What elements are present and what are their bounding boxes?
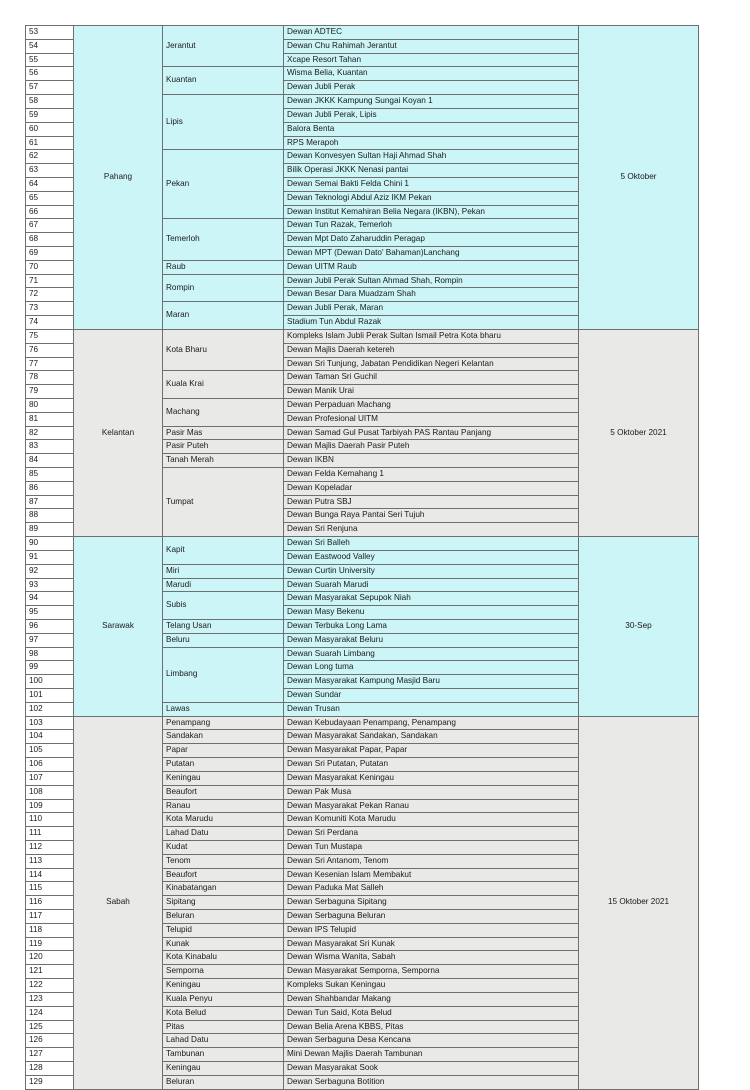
cell-venue[interactable]: Dewan Shahbandar Makang <box>284 992 579 1006</box>
cell-district[interactable]: Kuantan <box>163 67 284 95</box>
cell-venue[interactable]: Dewan JKKK Kampung Sungai Koyan 1 <box>284 95 579 109</box>
cell-number[interactable]: 90 <box>26 537 74 551</box>
cell-date[interactable]: 15 Oktober 2021 <box>579 716 699 1089</box>
cell-venue[interactable]: Dewan Chu Rahimah Jerantut <box>284 39 579 53</box>
cell-number[interactable]: 85 <box>26 468 74 482</box>
cell-state[interactable]: Sarawak <box>74 537 163 717</box>
cell-number[interactable]: 109 <box>26 799 74 813</box>
cell-number[interactable]: 118 <box>26 923 74 937</box>
cell-venue[interactable]: Dewan Masyarakat Kampung Masjid Baru <box>284 675 579 689</box>
cell-venue[interactable]: Dewan IPS Telupid <box>284 923 579 937</box>
cell-district[interactable]: Pasir Puteh <box>163 440 284 454</box>
cell-venue[interactable]: Dewan Wisma Wanita, Sabah <box>284 951 579 965</box>
cell-district[interactable]: Beaufort <box>163 868 284 882</box>
table-row <box>26 537 699 551</box>
cell-venue[interactable]: Dewan Putra SBJ <box>284 495 579 509</box>
cell-number[interactable]: 83 <box>26 440 74 454</box>
cell-district[interactable]: Marudi <box>163 578 284 592</box>
cell-district[interactable]: Rompin <box>163 274 284 302</box>
cell-number[interactable]: 55 <box>26 53 74 67</box>
cell-venue[interactable]: Dewan Kesenian Islam Membakut <box>284 868 579 882</box>
cell-number[interactable]: 121 <box>26 965 74 979</box>
cell-number[interactable]: 127 <box>26 1048 74 1062</box>
cell-district[interactable]: Beluran <box>163 1075 284 1089</box>
cell-venue[interactable]: Dewan Serbaguna Beluran <box>284 910 579 924</box>
cell-venue[interactable]: Dewan Sri Renjuna <box>284 523 579 537</box>
cell-venue[interactable]: Dewan Masyarakat Pekan Ranau <box>284 799 579 813</box>
cell-date[interactable]: 5 Oktober <box>579 26 699 330</box>
cell-venue[interactable]: Dewan Perpaduan Machang <box>284 398 579 412</box>
cell-venue[interactable]: Wisma Belia, Kuantan <box>284 67 579 81</box>
cell-district[interactable]: Putatan <box>163 758 284 772</box>
cell-number[interactable]: 74 <box>26 316 74 330</box>
table-row <box>26 26 699 40</box>
cell-number[interactable]: 103 <box>26 716 74 730</box>
cell-venue[interactable]: Dewan Sri Tunjung, Jabatan Pendidikan Negeri Kelantan <box>284 357 579 371</box>
cell-venue[interactable]: Bilik Operasi JKKK Nenasi pantai <box>284 164 579 178</box>
cell-number[interactable]: 106 <box>26 758 74 772</box>
cell-district[interactable]: Papar <box>163 744 284 758</box>
cell-venue[interactable]: Dewan Trusan <box>284 702 579 716</box>
cell-venue[interactable]: Dewan Majlis Daerah Pasir Puteh <box>284 440 579 454</box>
table-row <box>26 716 699 730</box>
cell-district[interactable]: Machang <box>163 398 284 426</box>
cell-district[interactable]: Limbang <box>163 647 284 702</box>
cell-number[interactable]: 82 <box>26 426 74 440</box>
cell-number[interactable]: 66 <box>26 205 74 219</box>
cell-district[interactable]: Beaufort <box>163 785 284 799</box>
cell-venue[interactable]: Dewan Besar Dara Muadzam Shah <box>284 288 579 302</box>
cell-district[interactable]: Temerloh <box>163 219 284 260</box>
cell-number[interactable]: 73 <box>26 302 74 316</box>
cell-venue[interactable]: Dewan Jubli Perak <box>284 81 579 95</box>
cell-number[interactable]: 63 <box>26 164 74 178</box>
cell-number[interactable]: 57 <box>26 81 74 95</box>
cell-venue[interactable]: Dewan Tun Said, Kota Belud <box>284 1006 579 1020</box>
cell-venue[interactable]: Dewan Jubli Perak Sultan Ahmad Shah, Rompin <box>284 274 579 288</box>
cell-venue[interactable]: Dewan Paduka Mat Salleh <box>284 882 579 896</box>
cell-district[interactable]: Keningau <box>163 1061 284 1075</box>
cell-venue[interactable]: Dewan Felda Kemahang 1 <box>284 468 579 482</box>
cell-number[interactable]: 77 <box>26 357 74 371</box>
cell-venue[interactable]: Dewan Masyarakat Sri Kunak <box>284 937 579 951</box>
cell-venue[interactable]: Balora Benta <box>284 122 579 136</box>
cell-district[interactable]: Subis <box>163 592 284 620</box>
cell-venue[interactable]: Kompleks Sukan Keningau <box>284 979 579 993</box>
cell-venue[interactable]: Mini Dewan Majlis Daerah Tambunan <box>284 1048 579 1062</box>
cell-number[interactable]: 105 <box>26 744 74 758</box>
cell-district[interactable]: Miri <box>163 564 284 578</box>
cell-venue[interactable]: Dewan Pak Musa <box>284 785 579 799</box>
cell-number[interactable]: 80 <box>26 398 74 412</box>
cell-venue[interactable]: Dewan Sri Antanom, Tenom <box>284 854 579 868</box>
cell-district[interactable]: Penampang <box>163 716 284 730</box>
cell-number[interactable]: 96 <box>26 619 74 633</box>
cell-number[interactable]: 107 <box>26 771 74 785</box>
cell-venue[interactable]: Dewan Masyarakat Papar, Papar <box>284 744 579 758</box>
cell-state[interactable]: Pahang <box>74 26 163 330</box>
cell-number[interactable]: 98 <box>26 647 74 661</box>
cell-venue[interactable]: Dewan Tun Razak, Temerloh <box>284 219 579 233</box>
cell-district[interactable]: Sipitang <box>163 896 284 910</box>
cell-district[interactable]: Telupid <box>163 923 284 937</box>
cell-number[interactable]: 97 <box>26 633 74 647</box>
cell-district[interactable]: Pekan <box>163 150 284 219</box>
cell-venue[interactable]: Dewan MPT (Dewan Dato' Bahaman)Lanchang <box>284 247 579 261</box>
cell-district[interactable]: Ranau <box>163 799 284 813</box>
cell-number[interactable]: 59 <box>26 108 74 122</box>
cell-number[interactable]: 93 <box>26 578 74 592</box>
cell-venue[interactable]: Dewan Institut Kemahiran Belia Negara (IKBN), Pekan <box>284 205 579 219</box>
cell-venue[interactable]: Dewan Eastwood Valley <box>284 550 579 564</box>
cell-number[interactable]: 89 <box>26 523 74 537</box>
cell-number[interactable]: 123 <box>26 992 74 1006</box>
cell-venue[interactable]: Kompleks Islam Jubli Perak Sultan Ismail Petra Kota bharu <box>284 329 579 343</box>
cell-number[interactable]: 114 <box>26 868 74 882</box>
cell-venue[interactable]: Dewan Suarah Limbang <box>284 647 579 661</box>
cell-number[interactable]: 104 <box>26 730 74 744</box>
cell-district[interactable]: Lipis <box>163 95 284 150</box>
cell-number[interactable]: 76 <box>26 343 74 357</box>
cell-venue[interactable]: Dewan Masy Bekenu <box>284 606 579 620</box>
cell-number[interactable]: 72 <box>26 288 74 302</box>
cell-venue[interactable]: Dewan Serbaguna Botition <box>284 1075 579 1089</box>
cell-venue[interactable]: Dewan Komuniti Kota Marudu <box>284 813 579 827</box>
cell-venue[interactable]: Dewan Profesional UITM <box>284 412 579 426</box>
cell-venue[interactable]: Dewan Konvesyen Sultan Haji Ahmad Shah <box>284 150 579 164</box>
cell-number[interactable]: 100 <box>26 675 74 689</box>
cell-district[interactable]: Tumpat <box>163 468 284 537</box>
cell-district[interactable]: Tanah Merah <box>163 454 284 468</box>
cell-venue[interactable]: RPS Merapoh <box>284 136 579 150</box>
cell-venue[interactable]: Dewan Sri Putatan, Putatan <box>284 758 579 772</box>
cell-district[interactable]: Tambunan <box>163 1048 284 1062</box>
cell-number[interactable]: 75 <box>26 329 74 343</box>
cell-number[interactable]: 81 <box>26 412 74 426</box>
cell-district[interactable]: Jerantut <box>163 26 284 67</box>
cell-district[interactable]: Beluru <box>163 633 284 647</box>
cell-venue[interactable]: Dewan Suarah Marudi <box>284 578 579 592</box>
cell-venue[interactable]: Dewan ADTEC <box>284 26 579 40</box>
cell-venue[interactable]: Stadium Tun Abdul Razak <box>284 316 579 330</box>
cell-date[interactable]: 30-Sep <box>579 537 699 717</box>
cell-venue[interactable]: Dewan Masyarakat Keningau <box>284 771 579 785</box>
table-row <box>26 329 699 343</box>
cell-venue[interactable]: Dewan Manik Urai <box>284 385 579 399</box>
cell-district[interactable]: Raub <box>163 260 284 274</box>
cell-venue[interactable]: Dewan Serbaguna Sipitang <box>284 896 579 910</box>
cell-venue[interactable]: Dewan Kebudayaan Penampang, Penampang <box>284 716 579 730</box>
cell-venue[interactable]: Dewan Belia Arena KBBS, Pitas <box>284 1020 579 1034</box>
cell-number[interactable]: 112 <box>26 840 74 854</box>
cell-state[interactable]: Kelantan <box>74 329 163 536</box>
cell-venue[interactable]: Dewan Bunga Raya Pantai Seri Tujuh <box>284 509 579 523</box>
cell-number[interactable]: 79 <box>26 385 74 399</box>
cell-venue[interactable]: Dewan Masyarakat Sandakan, Sandakan <box>284 730 579 744</box>
cell-number[interactable]: 110 <box>26 813 74 827</box>
cell-district[interactable]: Tenom <box>163 854 284 868</box>
cell-venue[interactable]: Dewan Jubli Perak, Maran <box>284 302 579 316</box>
cell-number[interactable]: 128 <box>26 1061 74 1075</box>
cell-venue[interactable]: Dewan Long tuma <box>284 661 579 675</box>
cell-district[interactable]: Pitas <box>163 1020 284 1034</box>
cell-district[interactable]: Kota Kinabalu <box>163 951 284 965</box>
cell-district[interactable]: Kinabatangan <box>163 882 284 896</box>
table-body <box>26 26 699 1090</box>
cell-number[interactable]: 94 <box>26 592 74 606</box>
cell-number[interactable]: 124 <box>26 1006 74 1020</box>
cell-number[interactable]: 117 <box>26 910 74 924</box>
cell-district[interactable]: Kota Bharu <box>163 329 284 370</box>
cell-district[interactable]: Keningau <box>163 979 284 993</box>
cell-number[interactable]: 87 <box>26 495 74 509</box>
cell-district[interactable]: Lahad Datu <box>163 827 284 841</box>
cell-district[interactable]: Kuala Penyu <box>163 992 284 1006</box>
cell-number[interactable]: 53 <box>26 26 74 40</box>
cell-number[interactable]: 68 <box>26 233 74 247</box>
cell-number[interactable]: 78 <box>26 371 74 385</box>
cell-district[interactable]: Kunak <box>163 937 284 951</box>
cell-district[interactable]: Lahad Datu <box>163 1034 284 1048</box>
cell-venue[interactable]: Dewan Sri Balleh <box>284 537 579 551</box>
cell-district[interactable]: Lawas <box>163 702 284 716</box>
cell-number[interactable]: 113 <box>26 854 74 868</box>
cell-number[interactable]: 92 <box>26 564 74 578</box>
cell-venue[interactable]: Dewan Masyarakat Semporna, Semporna <box>284 965 579 979</box>
cell-district[interactable]: Kuala Krai <box>163 371 284 399</box>
cell-number[interactable]: 58 <box>26 95 74 109</box>
cell-number[interactable]: 70 <box>26 260 74 274</box>
cell-venue[interactable]: Dewan Masyarakat Sook <box>284 1061 579 1075</box>
cell-venue[interactable]: Dewan Curtin University <box>284 564 579 578</box>
cell-number[interactable]: 65 <box>26 191 74 205</box>
cell-number[interactable]: 64 <box>26 177 74 191</box>
cell-district[interactable]: Maran <box>163 302 284 330</box>
cell-venue[interactable]: Dewan UITM Raub <box>284 260 579 274</box>
cell-number[interactable]: 101 <box>26 689 74 703</box>
cell-venue[interactable]: Dewan Sri Perdana <box>284 827 579 841</box>
cell-venue[interactable]: Dewan Sundar <box>284 689 579 703</box>
cell-number[interactable]: 125 <box>26 1020 74 1034</box>
cell-number[interactable]: 60 <box>26 122 74 136</box>
cell-number[interactable]: 69 <box>26 247 74 261</box>
cell-number[interactable]: 102 <box>26 702 74 716</box>
cell-venue[interactable]: Dewan Semai Bakti Felda Chini 1 <box>284 177 579 191</box>
cell-number[interactable]: 108 <box>26 785 74 799</box>
cell-number[interactable]: 71 <box>26 274 74 288</box>
cell-district[interactable]: Telang Usan <box>163 619 284 633</box>
cell-venue[interactable]: Dewan Masyarakat Sepupok Niah <box>284 592 579 606</box>
cell-number[interactable]: 54 <box>26 39 74 53</box>
cell-number[interactable]: 88 <box>26 509 74 523</box>
cell-venue[interactable]: Dewan IKBN <box>284 454 579 468</box>
cell-district[interactable]: Kota Marudu <box>163 813 284 827</box>
cell-number[interactable]: 62 <box>26 150 74 164</box>
cell-venue[interactable]: Xcape Resort Tahan <box>284 53 579 67</box>
cell-venue[interactable]: Dewan Kopeladar <box>284 481 579 495</box>
cell-district[interactable]: Pasir Mas <box>163 426 284 440</box>
cell-number[interactable]: 56 <box>26 67 74 81</box>
cell-venue[interactable]: Dewan Samad Gul Pusat Tarbiyah PAS Rantau Panjang <box>284 426 579 440</box>
cell-number[interactable]: 126 <box>26 1034 74 1048</box>
cell-venue[interactable]: Dewan Mpt Dato Zaharuddin Peragap <box>284 233 579 247</box>
cell-number[interactable]: 91 <box>26 550 74 564</box>
cell-number[interactable]: 61 <box>26 136 74 150</box>
cell-date[interactable]: 5 Oktober 2021 <box>579 329 699 536</box>
cell-number[interactable]: 129 <box>26 1075 74 1089</box>
cell-number[interactable]: 67 <box>26 219 74 233</box>
cell-number[interactable]: 111 <box>26 827 74 841</box>
cell-district[interactable]: Kota Belud <box>163 1006 284 1020</box>
cell-venue[interactable]: Dewan Jubli Perak, Lipis <box>284 108 579 122</box>
cell-number[interactable]: 95 <box>26 606 74 620</box>
cell-venue[interactable]: Dewan Serbaguna Desa Kencana <box>284 1034 579 1048</box>
cell-number[interactable]: 115 <box>26 882 74 896</box>
cell-district[interactable]: Beluran <box>163 910 284 924</box>
cell-district[interactable]: Semporna <box>163 965 284 979</box>
cell-number[interactable]: 99 <box>26 661 74 675</box>
cell-venue[interactable]: Dewan Taman Sri Guchil <box>284 371 579 385</box>
cell-number[interactable]: 119 <box>26 937 74 951</box>
cell-venue[interactable]: Dewan Masyarakat Beluru <box>284 633 579 647</box>
cell-number[interactable]: 120 <box>26 951 74 965</box>
cell-number[interactable]: 116 <box>26 896 74 910</box>
cell-venue[interactable]: Dewan Terbuka Long Lama <box>284 619 579 633</box>
cell-district[interactable]: Kudat <box>163 840 284 854</box>
cell-venue[interactable]: Dewan Majlis Daerah ketereh <box>284 343 579 357</box>
cell-number[interactable]: 86 <box>26 481 74 495</box>
cell-district[interactable]: Kapit <box>163 537 284 565</box>
cell-district[interactable]: Sandakan <box>163 730 284 744</box>
cell-venue[interactable]: Dewan Tun Mustapa <box>284 840 579 854</box>
cell-state[interactable]: Sabah <box>74 716 163 1089</box>
cell-venue[interactable]: Dewan Teknologi Abdul Aziz IKM Pekan <box>284 191 579 205</box>
cell-number[interactable]: 122 <box>26 979 74 993</box>
cell-number[interactable]: 84 <box>26 454 74 468</box>
venue-schedule-table <box>25 25 699 1090</box>
cell-district[interactable]: Keningau <box>163 771 284 785</box>
